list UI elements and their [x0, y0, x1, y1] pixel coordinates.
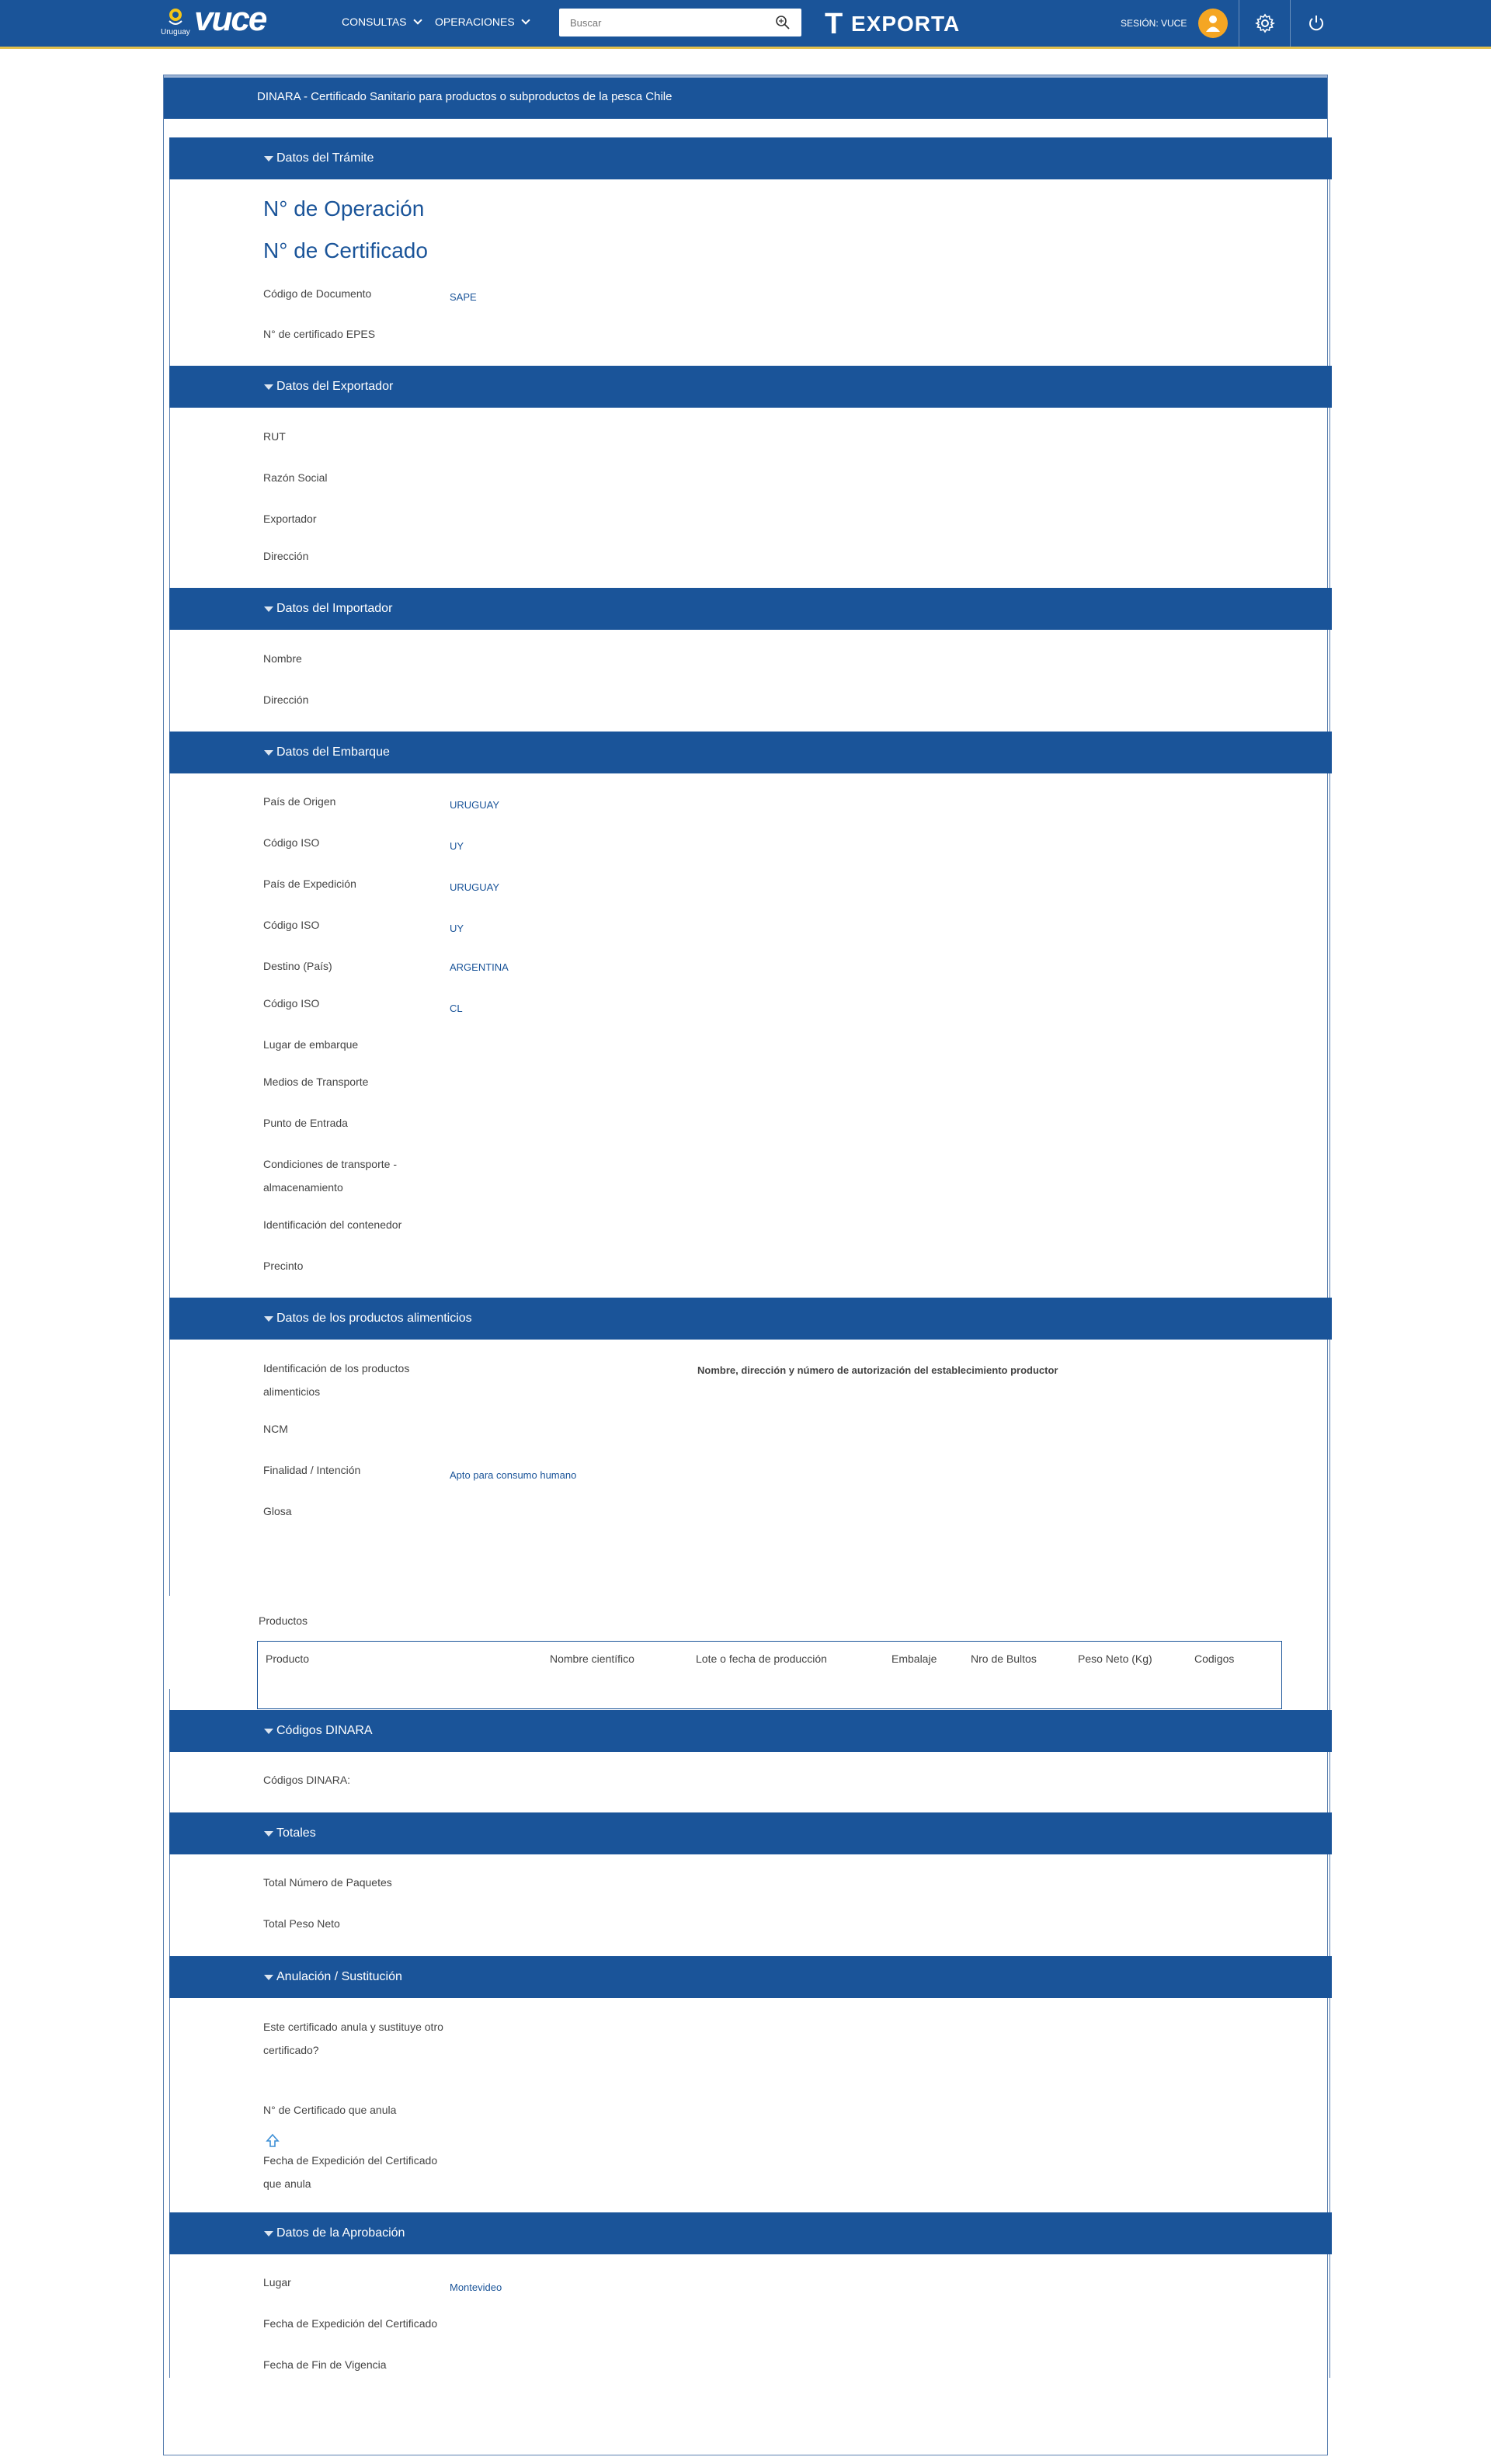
section-dinara-header[interactable]	[169, 1710, 1332, 1752]
section-embarque-header[interactable]	[169, 732, 1332, 773]
section-totales-header[interactable]	[169, 1812, 1332, 1854]
nav-consultas-label: CONSULTAS	[342, 16, 407, 28]
field-label: Lugar de embarque	[263, 1038, 359, 1051]
field-label: Código ISO	[263, 919, 320, 931]
field-label: Identificación de los productos alimenticios	[263, 1362, 410, 1398]
field-label: Código ISO	[263, 836, 320, 849]
expedition-country-value: URUGUAY	[450, 881, 500, 893]
field-label: Dirección	[263, 693, 309, 706]
collapse-triangle-icon	[264, 1831, 273, 1837]
field-label: Finalidad / Intención	[263, 1464, 361, 1476]
document-code-value: SAPE	[450, 291, 477, 303]
field-label: N° de certificado EPES	[263, 328, 376, 340]
column-header-nombre-cientifico[interactable]: Nombre científico	[550, 1653, 634, 1665]
column-header-nro-bultos[interactable]: Nro de Bultos	[971, 1653, 1037, 1665]
section-anulacion-header[interactable]	[169, 1956, 1332, 1998]
chevron-down-icon	[521, 16, 530, 24]
establishment-label: Nombre, dirección y número de autorización del establecimiento productor	[697, 1364, 1058, 1376]
section-title: Datos del Exportador	[276, 380, 394, 393]
section-title: Datos del Embarque	[276, 745, 390, 759]
products-table	[257, 1641, 1282, 1709]
origin-country-value: URUGUAY	[450, 799, 500, 811]
section-productos-header[interactable]	[169, 1298, 1332, 1340]
field-label: Precinto	[263, 1260, 304, 1272]
search-icon[interactable]	[775, 15, 791, 30]
collapse-triangle-icon	[264, 2231, 273, 2236]
exporta-logo-word: EXPORTA	[851, 12, 961, 36]
section-importador-header[interactable]	[169, 588, 1332, 630]
field-label: Destino (País)	[263, 960, 332, 972]
field-label: Fecha de Fin de Vigencia	[263, 2358, 387, 2371]
section-exportador-header[interactable]	[169, 366, 1332, 408]
logout-button[interactable]	[1290, 0, 1342, 47]
user-icon	[1205, 14, 1221, 33]
section-title: Datos de los productos alimenticios	[276, 1312, 472, 1325]
field-label: Dirección	[263, 550, 309, 562]
column-header-embalaje[interactable]: Embalaje	[891, 1653, 937, 1665]
logo-country: Uruguay	[161, 28, 190, 36]
iso-code-value: CL	[450, 1003, 463, 1014]
collapse-triangle-icon	[264, 384, 273, 390]
collapse-triangle-icon	[264, 1316, 273, 1322]
section-aprobacion-header[interactable]	[169, 2212, 1332, 2254]
field-label: N° de Certificado que anula	[263, 2104, 397, 2116]
iso-code-value: UY	[450, 840, 464, 852]
field-label: Total Peso Neto	[263, 1917, 340, 1930]
operation-number-heading: N° de Operación	[263, 196, 425, 221]
column-header-lote[interactable]: Lote o fecha de producción	[696, 1653, 827, 1665]
collapse-triangle-icon	[264, 606, 273, 612]
purpose-value: Apto para consumo humano	[450, 1469, 577, 1481]
collapse-triangle-icon	[264, 156, 273, 162]
field-label: Código de Documento	[263, 287, 372, 300]
field-label: Código ISO	[263, 997, 320, 1010]
column-header-peso-neto[interactable]: Peso Neto (Kg)	[1078, 1653, 1152, 1665]
arrow-up-icon[interactable]	[265, 2133, 280, 2149]
field-label: Condiciones de transporte - almacenamiento	[263, 1158, 397, 1194]
field-label: Total Número de Paquetes	[263, 1876, 392, 1889]
field-label: Fecha de Expedición del Certificado que anula	[263, 2154, 438, 2190]
user-avatar[interactable]	[1198, 9, 1228, 38]
form-title-bar	[164, 75, 1327, 119]
field-label: Este certificado anula y sustituye otro certificado?	[263, 2021, 443, 2056]
uruguay-sun-icon	[167, 7, 184, 26]
section-title: Datos del Importador	[276, 602, 393, 615]
nav-operaciones[interactable]	[435, 16, 529, 28]
field-label: Lugar	[263, 2276, 291, 2288]
field-label: NCM	[263, 1423, 288, 1435]
certificate-form	[163, 75, 1328, 2455]
session-label: SESIÓN: VUCE	[1121, 18, 1187, 29]
column-header-producto[interactable]: Producto	[266, 1653, 310, 1665]
field-label: Fecha de Expedición del Certificado	[263, 2317, 438, 2330]
approval-place-value: Montevideo	[450, 2282, 502, 2293]
field-label: Códigos DINARA:	[263, 1774, 351, 1786]
nav-consultas[interactable]	[342, 16, 421, 28]
field-label: Glosa	[263, 1505, 292, 1517]
gear-icon	[1255, 13, 1275, 33]
field-label: Exportador	[263, 513, 317, 525]
section-title: Totales	[276, 1826, 316, 1840]
field-label: Nombre	[263, 652, 302, 665]
section-title: Anulación / Sustitución	[276, 1970, 402, 1983]
field-label: País de Origen	[263, 795, 336, 808]
field-label: Identificación del contenedor	[263, 1218, 402, 1231]
section-title: Códigos DINARA	[276, 1724, 373, 1737]
search-input[interactable]	[568, 16, 758, 30]
field-label: Medios de Transporte	[263, 1076, 369, 1088]
section-title: Datos del Trámite	[276, 151, 374, 165]
collapse-triangle-icon	[264, 1975, 273, 1980]
field-label: País de Expedición	[263, 878, 356, 890]
iso-code-value: UY	[450, 923, 464, 934]
section-tramite-header[interactable]	[169, 137, 1332, 179]
collapse-triangle-icon	[264, 1729, 273, 1734]
nav-operaciones-label: OPERACIONES	[435, 16, 515, 28]
collapse-triangle-icon	[264, 750, 273, 756]
settings-button[interactable]	[1239, 0, 1291, 47]
products-table-caption: Productos	[259, 1614, 308, 1627]
section-title: Datos de la Aprobación	[276, 2226, 405, 2240]
destination-country-value: ARGENTINA	[450, 961, 509, 973]
field-label: Razón Social	[263, 471, 328, 484]
vuce-logo[interactable]	[159, 0, 291, 40]
top-navigation-bar	[0, 0, 1491, 49]
exporta-logo-mark: T	[825, 8, 843, 40]
certificate-number-heading: N° de Certificado	[263, 238, 428, 262]
chevron-down-icon	[413, 16, 422, 24]
power-icon	[1307, 14, 1326, 33]
field-label: RUT	[263, 430, 286, 443]
field-label: Punto de Entrada	[263, 1117, 348, 1129]
column-header-codigos[interactable]: Codigos	[1194, 1653, 1235, 1665]
search-box	[559, 9, 801, 36]
frame-gap	[169, 1596, 172, 1689]
page-title: DINARA - Certificado Sanitario para productos o subproductos de la pesca Chile	[257, 90, 673, 103]
logo-wordmark: vuce	[194, 0, 266, 38]
